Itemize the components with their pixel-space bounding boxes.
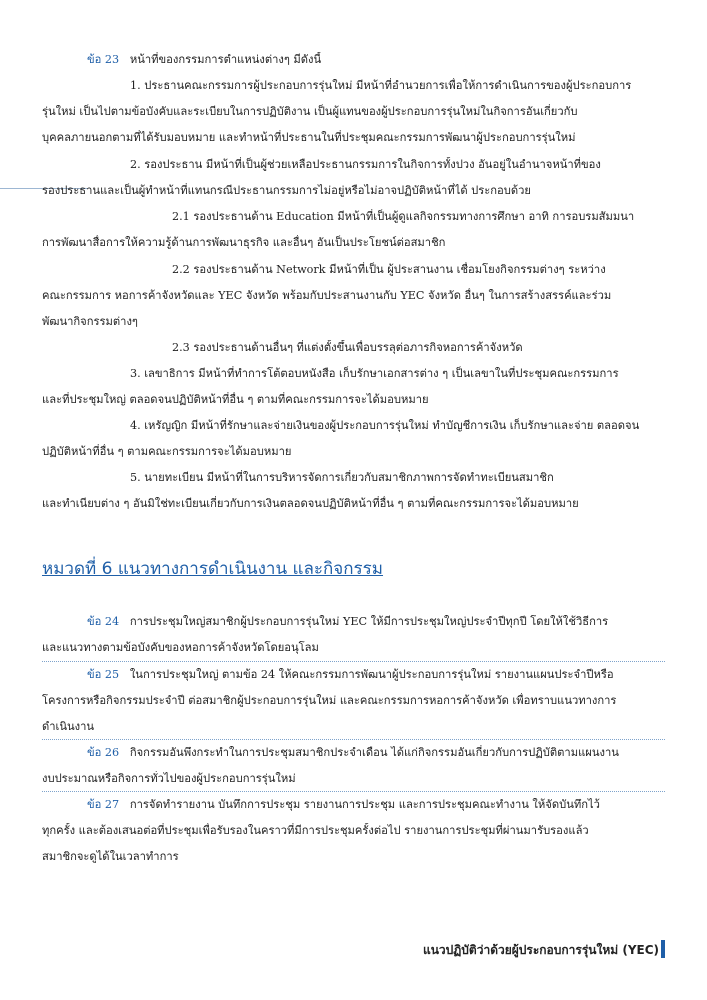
article-23-item4-line1: 4. เหรัญญิก มีหน้าที่รักษาและจ่ายเงินของผู้ประกอบการรุ่นใหม่ ทำบัญชีการเงิน เก็บรักษาและจ่าย ตลอดจน [130,419,640,432]
article-23-item1-line2: รุ่นใหม่ เป็นไปตามข้อบังคับและระเบียบในการปฏิบัติงาน เป็นผู้แทนของผู้ประกอบการรุ่นใหม่ในกิจการอันเกี่ยวกับ [42,105,578,118]
divider [42,661,665,662]
article-23-item5-line1: 5. นายทะเบียน มีหน้าที่ในการบริหารจัดการเกี่ยวกับสมาชิกภาพการจัดทำทะเบียนสมาชิก [130,471,554,484]
divider [42,791,665,792]
footer-title: แนวปฏิบัติว่าด้วยผู้ประกอบการรุ่นใหม่ (YEC) [422,943,659,957]
article-25-line3: ดำเนินงาน [42,720,95,733]
article-23-intro: หน้าที่ของกรรมการตำแหน่งต่างๆ มีดังนี้ [129,53,322,66]
article-23-item1-line1: 1. ประธานคณะกรรมการผู้ประกอบการรุ่นใหม่ มีหน้าที่อำนวยการเพื่อให้การดำเนินการของผู้ประกอบการ [130,79,632,92]
article-25-line2: โครงการหรือกิจกรรมประจำปี ต่อสมาชิกผู้ประกอบการรุ่นใหม่ และคณะกรรมการหอการค้าจังหวัด เพื่อทราบแนวทางการ [42,694,617,707]
article-23-item21-line1: 2.1 รองประธานด้าน Education มีหน้าที่เป็นผู้ดูแลกิจกรรมทางการศึกษา อาทิ การอบรมสัมมนา [172,210,635,223]
article-23-item22-line3: พัฒนากิจกรรมต่างๆ [42,315,138,328]
article-24-number: ข้อ 24 [87,615,120,628]
article-27-line1 [42,797,665,813]
article-25-line1 [42,667,665,683]
article-23-item21-line2: การพัฒนาสื่อการให้ความรู้ด้านการพัฒนาธุรกิจ และอื่นๆ อันเป็นประโยชน์ต่อสมาชิก [42,236,446,249]
article-26-number: ข้อ 26 [87,746,120,759]
article-27-line3: สมาชิกจะดูได้ในเวลาทำการ [42,850,179,863]
article-23-intro-line [42,52,665,68]
article-25-number: ข้อ 25 [87,668,120,681]
article-26-line2: งบประมาณหรือกิจการทั่วไปของผู้ประกอบการรุ่นใหม่ [42,772,296,785]
article-24-text-line1: การประชุมใหญ่สมาชิกผู้ประกอบการรุ่นใหม่ YEC ให้มีการประชุมใหญ่ประจำปีทุกปี โดยให้ใช้วิธีการ [129,615,609,628]
divider [42,739,665,740]
article-23-item22-line2: คณะกรรมการ หอการค้าจังหวัดและ YEC จังหวัด พร้อมกับประสานงานกับ YEC จังหวัด อื่นๆ ในการสร้างสรรค์และร่วม [42,289,612,302]
footer-accent-bar [661,940,665,958]
article-23-item2-line1: 2. รองประธาน มีหน้าที่เป็นผู้ช่วยเหลือประธานกรรมการในกิจการทั้งปวง อันอยู่ในอำนาจหน้าที่ของ [130,158,601,171]
article-27-line2: ทุกครั้ง และต้องเสนอต่อที่ประชุมเพื่อรับรองในคราวที่มีการประชุมครั้งต่อไป รายงานการประชุมที่ผ่านมารับรองแล้ว [42,824,589,837]
article-23-item3-line1: 3. เลขาธิการ มีหน้าที่ทำการโต้ตอบหนังสือ เก็บรักษาเอกสารต่าง ๆ เป็นเลขาในที่ประชุมคณะกรรมการ [130,367,619,380]
article-24-line1 [42,614,665,630]
article-26-text-line1: กิจกรรมอันพึงกระทำในการประชุมสมาชิกประจำเดือน ได้แก่กิจกรรมอันเกี่ยวกับการปฏิบัติตามแผนงาน [129,746,619,759]
article-23-item5-line2: และทำเนียบต่าง ๆ อันมิใช่ทะเบียนเกี่ยวกับการเงินตลอดจนปฏิบัติหน้าที่อื่น ๆ ตามที่คณะกรรมการจะได้มอบหมาย [42,497,579,510]
chapter-6-heading: หมวดที่ 6 แนวทางการดำเนินงาน และกิจกรรม [42,559,384,579]
article-27-number: ข้อ 27 [87,798,120,811]
article-23-item1-line3: บุคคลภายนอกตามที่ได้รับมอบหมาย และทำหน้าที่ประธานในที่ประชุมคณะกรรมการพัฒนาผู้ประกอบการรุ่นใหม่ [42,131,576,144]
article-23-item3-line2: และที่ประชุมใหญ่ ตลอดจนปฏิบัติหน้าที่อื่น ๆ ตามที่คณะกรรมการจะได้มอบหมาย [42,393,429,406]
article-26-line1 [42,745,665,761]
article-23-item2-line2: รองประธานและเป็นผู้ทำหน้าที่แทนกรณีประธานกรรมการไม่อยู่หรือไม่อาจปฏิบัติหน้าที่ได้ ประกอบด้วย [42,184,531,197]
article-23-item23-line1: 2.3 รองประธานด้านอื่นๆ ที่แต่งตั้งขึ้นเพื่อบรรลุต่อภารกิจหอการค้าจังหวัด [172,341,523,354]
article-23-item4-line2: ปฏิบัติหน้าที่อื่น ๆ ตามคณะกรรมการจะได้มอบหมาย [42,445,292,458]
article-23-number: ข้อ 23 [87,53,120,66]
article-25-text-line1: ในการประชุมใหญ่ ตามข้อ 24 ให้คณะกรรมการพัฒนาผู้ประกอบการรุ่นใหม่ รายงานแผนประจำปีหรือ [129,668,614,681]
article-24-line2: และแนวทางตามข้อบังคับของหอการค้าจังหวัดโดยอนุโลม [42,641,319,654]
article-23-item22-line1: 2.2 รองประธานด้าน Network มีหน้าที่เป็น ผู้ประสานงาน เชื่อมโยงกิจกรรมต่างๆ ระหว่าง [172,263,606,276]
article-27-text-line1: การจัดทำรายงาน บันทึกการประชุม รายงานการประชุม และการประชุมคณะทำงาน ให้จัดบันทึกไว้ [129,798,600,811]
